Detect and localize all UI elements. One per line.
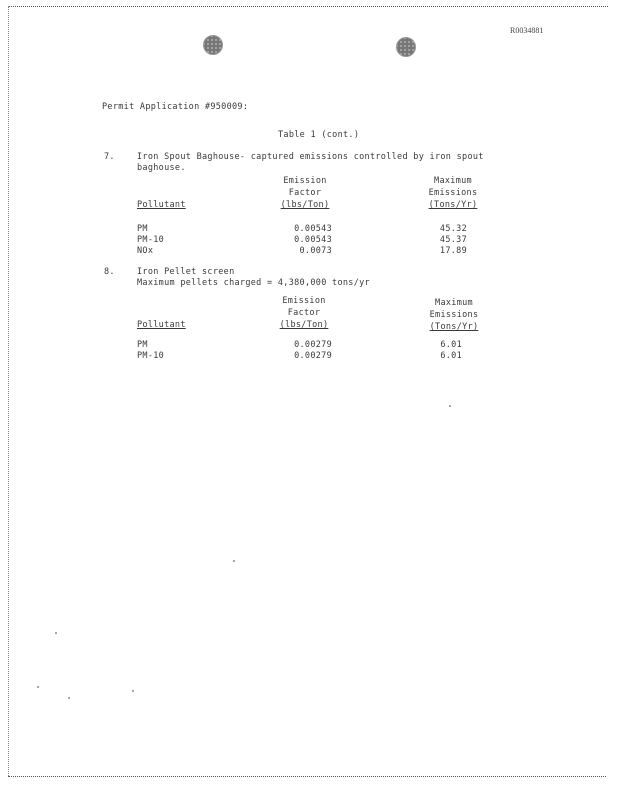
section-8-row-2-pollutant: PM-10: [137, 351, 165, 361]
section-7-emissions-header-1: Maximum: [434, 176, 472, 186]
section-8-emissions-header-2: Emissions: [429, 310, 479, 320]
punch-hole-left: [203, 35, 223, 55]
section-8-pollutant-header: Pollutant: [137, 320, 186, 330]
section-7-row-1-pollutant: PM: [137, 224, 148, 234]
section-8-emissions-header-3: (Tons/Yr): [429, 322, 479, 332]
section-7-number: 7.: [104, 152, 115, 162]
section-7-row-3-emissions: 17.89: [439, 246, 467, 256]
section-8-factor-header-3: (lbs/Ton): [279, 320, 329, 330]
scan-speck: [55, 632, 57, 634]
section-7-row-1-emissions: 45.32: [439, 224, 467, 234]
section-7-row-2-pollutant: PM-10: [137, 235, 165, 245]
scan-speck: [233, 560, 235, 562]
permit-application-line: Permit Application #950009:: [102, 102, 249, 112]
section-7-row-3-pollutant: NOx: [137, 246, 154, 256]
scan-speck: [37, 686, 39, 688]
section-7-factor-header-2: Factor: [288, 188, 322, 198]
scan-speck: [449, 405, 451, 407]
section-8-description-line1: Iron Pellet screen: [137, 267, 235, 277]
scan-border-top: [8, 6, 608, 7]
section-7-row-2-factor: 0.00543: [294, 235, 332, 245]
section-8-emissions-header-1: Maximum: [435, 298, 473, 308]
section-8-row-1-pollutant: PM: [137, 340, 148, 350]
section-7-pollutant-header: Pollutant: [137, 200, 186, 210]
punch-hole-right: [396, 37, 416, 57]
section-8-factor-header-2: Factor: [287, 308, 321, 318]
scan-border-left: [8, 6, 9, 776]
table-title: Table 1 (cont.): [278, 130, 360, 140]
scan-speck: [132, 690, 134, 692]
section-8-number: 8.: [104, 267, 115, 277]
section-8-factor-header-1: Emission: [282, 296, 326, 306]
section-8-description-line2: Maximum pellets charged = 4,380,000 tons/yr: [137, 278, 370, 288]
section-7-factor-header-1: Emission: [283, 176, 327, 186]
section-7-emissions-header-2: Emissions: [428, 188, 478, 198]
section-7-emissions-header-3: (Tons/Yr): [428, 200, 478, 210]
section-7-row-1-factor: 0.00543: [294, 224, 332, 234]
section-7-row-3-factor: 0.0073: [299, 246, 332, 256]
document-id: R0034881: [510, 26, 544, 35]
section-8-row-2-factor: 0.00279: [294, 351, 332, 361]
section-8-row-1-factor: 0.00279: [294, 340, 332, 350]
scan-border-bottom: [8, 776, 606, 777]
scan-speck: [68, 697, 70, 699]
section-7-row-2-emissions: 45.37: [439, 235, 467, 245]
section-8-row-2-emissions: 6.01: [440, 351, 462, 361]
section-7-factor-header-3: (lbs/Ton): [280, 200, 330, 210]
section-8-row-1-emissions: 6.01: [440, 340, 462, 350]
section-7-description-line2: baghouse.: [137, 163, 186, 173]
section-7-description-line1: Iron Spout Baghouse- captured emissions controlled by iron spout: [137, 152, 484, 162]
